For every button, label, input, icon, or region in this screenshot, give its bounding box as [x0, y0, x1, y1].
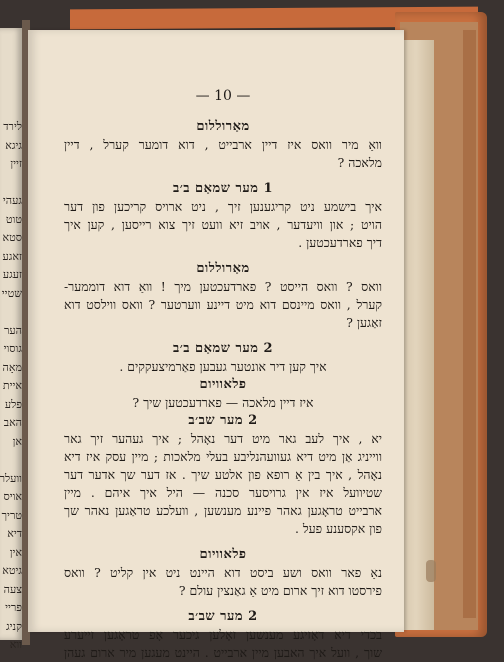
speaker-heading: מאַרוללום — [196, 119, 250, 134]
left-page-fragment: טוט — [5, 212, 22, 226]
speaker-heading: פלאוויום — [199, 377, 247, 392]
left-page-fragment: הער — [4, 323, 22, 337]
text-line: יא , איך לעב גאר מיט דער נאָהל ; איך געהער זיך גאר — [64, 431, 382, 446]
left-page-fragment: טריך — [1, 508, 22, 522]
left-page-fragment: גיגא — [5, 138, 22, 152]
text-line: ארבייט טראָגען גאהר פיינע מענשען , וועלכע טראַגען נאהר שך — [64, 503, 382, 518]
text-line: מלאכה ? — [337, 155, 382, 170]
left-page-fragment: דיא — [7, 527, 22, 540]
text-line: איך בישמע ניט קריגענען זיך , ניט ארויס קריכען פון דער — [64, 199, 382, 214]
speaker-heading: 1 מער שמאַם ב׳ב — [173, 181, 273, 196]
left-page-fragment: זעגע — [2, 268, 22, 281]
paper-stain — [426, 560, 436, 582]
left-page-fragment: וועלר — [0, 471, 22, 485]
speaker-heading: 2 מער שב׳ב — [188, 413, 258, 428]
text-line: דיך פארדעכטען . — [298, 235, 382, 250]
left-page-edge — [0, 28, 22, 651]
left-page-fragment: צעה — [3, 582, 22, 596]
text-line: נאַ פאר וואס ושע ביסט דוא היינט ניט אין קליט ? וואס — [64, 565, 382, 580]
left-page-fragment: פריי — [5, 601, 22, 614]
text-line: קערל , וואס מיינסם דוא מיט דיינע ווערטער ? וואס ווילסט דוא — [64, 297, 382, 312]
text-line: זאַגען ? — [346, 315, 382, 330]
left-page-fragment: האב — [3, 416, 22, 429]
text-line: שטיוועל איז אין גרויסער סכנה — היל איך איהם . מיין — [64, 485, 382, 500]
left-page-fragment: אן — [12, 434, 22, 448]
left-page-fragment: סטא — [2, 231, 22, 244]
left-page-fragment: אין — [9, 545, 22, 559]
text-line: איז דיין מלאכה — פארדעכטען שיך ? — [132, 395, 314, 410]
left-page-fragment: גוסוי — [3, 342, 22, 355]
speaker-heading: מאַרוללום — [196, 261, 250, 276]
text-line: שוך , וועל איך האבען מיין ארבייט . היינט מעגען מיר ארום געהן — [64, 645, 382, 660]
speaker-heading: פלאוויום — [199, 547, 247, 562]
text-line: הויט ; און וויעדער , אויב זיא וועט זיך צוא רייסען , קען איך — [64, 217, 382, 232]
text-line: נאָהל , איך בין אַ רופא פון אלטע שיך . אז דער שך אדער דער — [64, 467, 382, 482]
text-line: פון אקסענע פעל . — [294, 521, 382, 536]
left-page-fragment: איית — [2, 379, 22, 392]
left-page-fragment: לירד — [3, 120, 22, 133]
left-page-fragment: געהי — [2, 194, 22, 207]
left-page-fragment: ווא — [9, 638, 22, 651]
text-line: בכדי דיא דאָזיגע מענשען זאָלען גיכער אָפ טראָגען זייערע — [64, 627, 382, 642]
text-line: וואס ? וואס הייסט ? פארדעכטען מיך ! װאַ דוא דוממער- — [64, 279, 382, 294]
left-page-fragment: פלע — [4, 397, 22, 411]
speaker-heading: 2 מער שב׳ב — [188, 609, 258, 624]
book-board-edge — [463, 30, 476, 618]
left-page-fragment: שטיי — [1, 286, 22, 300]
left-page-fragment: זאגע — [2, 249, 22, 263]
page-stack-edge — [404, 40, 434, 630]
page-number: — 10 — — [195, 88, 251, 104]
text-line: װאַ מיר וואס איז דיין ארבייט , דוא דומער קערל , דיין — [64, 137, 382, 152]
speaker-heading: 2 מער שמאַם ב׳ב — [173, 341, 273, 356]
left-page-fragment: אויס — [3, 490, 22, 503]
text-line: איך קען דיר אונטער געבען פאַרמיצעקקים . — [119, 359, 327, 374]
left-page-fragment: קניג — [6, 619, 22, 633]
right-page — [28, 30, 404, 660]
text-line: ווייניג אַן מיט דיא געוועהנליבע בעלי מלאכות ; מיין עסק איז דיא — [64, 449, 382, 464]
left-page-fragment: מאָה — [2, 360, 22, 374]
left-page-fragment: גיטא — [2, 564, 22, 577]
text-line: פירסטו דוא זיך ארום מיט אַ גאַנצין עולם ? — [178, 583, 382, 598]
left-page-fragment: זיין — [10, 157, 22, 170]
